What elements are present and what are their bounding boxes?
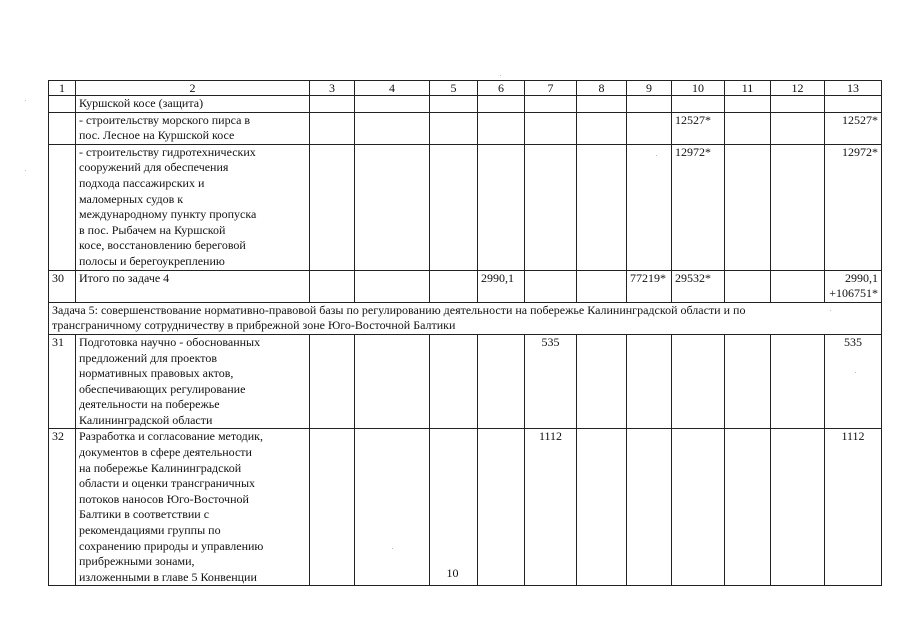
cell-col-12 [771, 429, 825, 586]
cell-col-12 [771, 96, 825, 113]
cell-col-3 [310, 334, 355, 429]
row-number [49, 112, 76, 144]
scan-speck [855, 372, 856, 373]
table-row [49, 429, 882, 586]
cell-col-11 [725, 144, 771, 270]
text-line: изложенными в главе 5 Конвенции [79, 569, 257, 584]
task-5-heading [49, 302, 882, 334]
text-line: Разработка и согласование методик, [79, 429, 263, 444]
column-number-10: 10 [672, 81, 725, 96]
cell-col-7: 535 [525, 334, 577, 429]
text-line: деятельности на побережье [79, 397, 220, 412]
row-description [76, 334, 310, 429]
text-line: международному пункту пропуска [79, 207, 257, 222]
cell-col-7 [525, 112, 577, 144]
text-line: сохранению природы и управлению [79, 538, 264, 553]
cell-col-4 [355, 96, 430, 113]
row-number: 31 [49, 334, 76, 429]
cell-col-8 [577, 429, 627, 586]
row-number [49, 144, 76, 270]
budget-table [48, 80, 882, 586]
text-line: Балтики в соответствии с [79, 507, 210, 522]
text-line: Куршской косе (защита) [79, 96, 204, 110]
cell-col-5 [430, 112, 478, 144]
cell-col-7: 1112 [525, 429, 577, 586]
cell-col-9 [627, 112, 672, 144]
text-line: полосы и берегоукреплению [79, 253, 225, 268]
cell-col-5 [430, 334, 478, 429]
text-line: прибрежными зонами, [79, 554, 195, 569]
cell-col-13: 1112 [825, 429, 882, 586]
text-line: Подготовка научно - обоснованных [79, 334, 261, 349]
cell-col-3 [310, 96, 355, 113]
text-line: трансграничному сотрудничеству в прибрежной зоне Юго-Восточной Балтики [52, 318, 456, 333]
text-line: нормативных правовых актов, [79, 366, 234, 381]
cell-col-13: 535 [825, 334, 882, 429]
row-number [49, 96, 76, 113]
column-number-5: 5 [430, 81, 478, 96]
cell-col-12 [771, 334, 825, 429]
text-line: обеспечивающих регулирование [79, 381, 246, 396]
cell-col-11 [725, 334, 771, 429]
text-line: области и оценки трансграничных [79, 476, 256, 491]
cell-col-5 [430, 96, 478, 113]
cell-col-7 [525, 270, 577, 302]
text-line: Калининградской области [79, 412, 213, 427]
text-line: маломерных судов к [79, 191, 184, 206]
column-number-8: 8 [577, 81, 627, 96]
column-number-11: 11 [725, 81, 771, 96]
column-number-row [49, 81, 882, 96]
scan-speck [392, 548, 393, 549]
cell-col-3 [310, 429, 355, 586]
total-addition: +106751* [829, 286, 878, 301]
cell-col-13: 12972* [825, 144, 882, 270]
table-row [49, 334, 882, 429]
text-line: предложений для проектов [79, 350, 218, 365]
cell-col-6 [478, 334, 525, 429]
cell-col-13: 12527* [825, 112, 882, 144]
cell-col-3 [310, 270, 355, 302]
cell-col-9 [627, 144, 672, 270]
cell-col-4 [355, 144, 430, 270]
page-number: 10 [446, 566, 459, 580]
text-line: - строительству морского пирса в [79, 112, 251, 127]
cell-col-13 [825, 270, 882, 302]
cell-col-9 [627, 334, 672, 429]
cell-col-6 [478, 112, 525, 144]
cell-col-6 [478, 144, 525, 270]
scan-speck [500, 75, 501, 76]
cell-col-11 [725, 96, 771, 113]
text-line: документов в сфере деятельности [79, 445, 252, 460]
row-description [76, 429, 310, 586]
column-number-9: 9 [627, 81, 672, 96]
row-description [76, 96, 310, 113]
cell-col-11 [725, 112, 771, 144]
row-description: Итого по задаче 4 [76, 270, 310, 302]
text-line: подхода пассажирских и [79, 175, 205, 190]
scan-speck [25, 170, 26, 171]
table-row [49, 144, 882, 270]
cell-col-10 [672, 429, 725, 586]
column-number-3: 3 [310, 81, 355, 96]
column-number-13: 13 [825, 81, 882, 96]
scan-speck [656, 155, 657, 156]
cell-col-9 [627, 96, 672, 113]
cell-col-5 [430, 429, 478, 586]
scan-speck [830, 310, 831, 311]
cell-col-10: 12972* [672, 144, 725, 270]
column-number-2: 2 [76, 81, 310, 96]
text-line: Задача 5: совершенствование нормативно-правовой базы по регулированию деятельности на побережье Калининградской области и по [52, 302, 746, 317]
cell-col-10 [672, 334, 725, 429]
column-number-4: 4 [355, 81, 430, 96]
cell-col-4 [355, 334, 430, 429]
cell-col-3 [310, 112, 355, 144]
cell-col-12 [771, 144, 825, 270]
cell-col-8 [577, 270, 627, 302]
column-number-1: 1 [49, 81, 76, 96]
text-line: в пос. Рыбачем на Куршской [79, 222, 226, 237]
text-line: - строительству гидротехнических [79, 144, 256, 159]
cell-col-7 [525, 144, 577, 270]
total-row [49, 270, 882, 302]
cell-col-12 [771, 112, 825, 144]
cell-col-6 [478, 429, 525, 586]
column-number-12: 12 [771, 81, 825, 96]
cell-col-10: 29532* [672, 270, 725, 302]
row-description [76, 144, 310, 270]
text-line: потоков наносов Юго-Восточной [79, 491, 249, 506]
cell-col-12 [771, 270, 825, 302]
column-number-6: 6 [478, 81, 525, 96]
cell-col-5 [430, 270, 478, 302]
task-heading-row [49, 302, 882, 334]
column-number-7: 7 [525, 81, 577, 96]
scan-speck [25, 100, 26, 101]
text-line: пос. Лесное на Куршской косе [79, 128, 235, 143]
cell-col-8 [577, 144, 627, 270]
row-description [76, 112, 310, 144]
row-number: 30 [49, 270, 76, 302]
cell-col-9 [627, 429, 672, 586]
total-amount: 2990,1 [845, 270, 878, 285]
cell-col-10 [672, 96, 725, 113]
table-row [49, 96, 882, 113]
row-number: 32 [49, 429, 76, 586]
cell-col-9: 77219* [627, 270, 672, 302]
cell-col-6 [478, 96, 525, 113]
cell-col-4 [355, 429, 430, 586]
cell-col-10: 12527* [672, 112, 725, 144]
cell-col-4 [355, 270, 430, 302]
cell-col-8 [577, 96, 627, 113]
cell-col-11 [725, 270, 771, 302]
text-line: рекомендациями группы по [79, 523, 221, 538]
table-row [49, 112, 882, 144]
cell-col-6: 2990,1 [478, 270, 525, 302]
text-line: на побережье Калининградской [79, 460, 242, 475]
cell-col-3 [310, 144, 355, 270]
cell-col-13 [825, 96, 882, 113]
cell-col-5 [430, 144, 478, 270]
text-line: косе, восстановлению береговой [79, 238, 246, 253]
cell-col-8 [577, 334, 627, 429]
text-line: сооружений для обеспечения [79, 160, 229, 175]
cell-col-7 [525, 96, 577, 113]
cell-col-11 [725, 429, 771, 586]
cell-col-4 [355, 112, 430, 144]
cell-col-8 [577, 112, 627, 144]
